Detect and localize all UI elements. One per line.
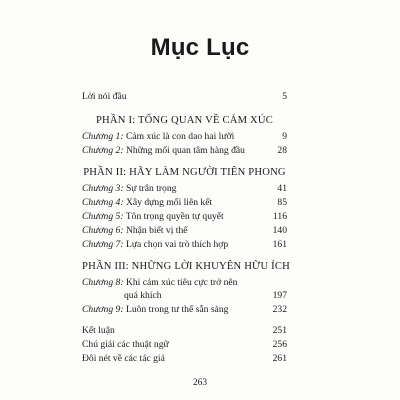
chapter-prefix: Chương 3: (82, 183, 124, 194)
toc-entry-chapter-8-cont (82, 290, 287, 302)
entry-label: Kết luận (82, 325, 115, 336)
toc-entry-about-authors (82, 353, 287, 365)
entry-page: 85 (277, 197, 287, 208)
entry-page: 41 (277, 183, 287, 194)
entry-label: Chú giải các thuật ngữ (82, 339, 169, 350)
chapter-prefix: Chương 2: (82, 145, 124, 156)
chapter-prefix: Chương 5: (82, 211, 124, 222)
entry-label-continued: quá khích (124, 290, 162, 301)
toc-entry-chapter-7 (82, 239, 287, 251)
toc-entry-chapter-8 (82, 277, 287, 289)
entry-page: 5 (282, 91, 287, 102)
entry-label: Những mối quan tâm hàng đầu (125, 145, 245, 156)
entry-label: Xây dựng mối liên kết (125, 197, 213, 208)
chapter-prefix: Chương 8: (82, 277, 124, 288)
entry-page: 197 (272, 290, 287, 301)
entry-page: 161 (272, 239, 287, 250)
entry-page: 140 (272, 225, 287, 236)
entry-label: Cảm xúc là con dao hai lưỡi (125, 131, 235, 142)
part-heading-3: PHẦN III: NHỮNG LỜI KHUYÊN HỮU ÍCH (82, 261, 291, 272)
toc-entry-chapter-5 (82, 211, 287, 223)
page-number: 263 (192, 378, 208, 388)
chapter-prefix: Chương 6: (82, 225, 124, 236)
toc-entry-chapter-1 (82, 131, 287, 143)
entry-label: Đôi nét về các tác giả (82, 353, 165, 364)
part-heading-1: PHẦN I: TỔNG QUAN VỀ CẢM XÚC (95, 115, 274, 126)
chapter-prefix: Chương 4: (82, 197, 124, 208)
entry-page: 261 (272, 353, 287, 364)
toc-entry-chapter-2 (82, 145, 287, 157)
page-title: Mục Lục (150, 34, 250, 61)
toc-entry-chapter-3 (82, 183, 287, 195)
toc-entry-chapter-4 (82, 197, 287, 209)
entry-page: 28 (277, 145, 287, 156)
entry-label: Lựa chọn vai trò thích hợp (125, 239, 229, 250)
entry-label: Khi cảm xúc tiêu cực trở nên (125, 277, 238, 288)
entry-label: Nhận biết vị thế (125, 225, 188, 236)
entry-page: 116 (272, 211, 287, 222)
entry-label: Luôn trong tư thế sẵn sàng (125, 304, 229, 315)
toc-entry-conclusion (82, 325, 287, 337)
entry-label: Tôn trọng quyền tự quyết (125, 211, 224, 222)
entry-page: 251 (272, 325, 287, 336)
toc-entry-glossary (82, 339, 287, 351)
toc-entry-chapter-9 (82, 304, 287, 316)
chapter-prefix: Chương 1: (82, 131, 124, 142)
toc-entry-preface (82, 91, 287, 103)
part-heading-2: PHẦN II: HÃY LÀM NGƯỜI TIÊN PHONG (83, 167, 286, 178)
entry-page: 232 (272, 304, 287, 315)
toc-entry-chapter-6 (82, 225, 287, 237)
entry-label: Sự trân trọng (125, 183, 177, 194)
entry-page: 256 (272, 339, 287, 350)
chapter-prefix: Chương 7: (82, 239, 124, 250)
entry-page: 9 (282, 131, 287, 142)
chapter-prefix: Chương 9: (82, 304, 124, 315)
entry-label: Lời nói đầu (82, 91, 127, 102)
